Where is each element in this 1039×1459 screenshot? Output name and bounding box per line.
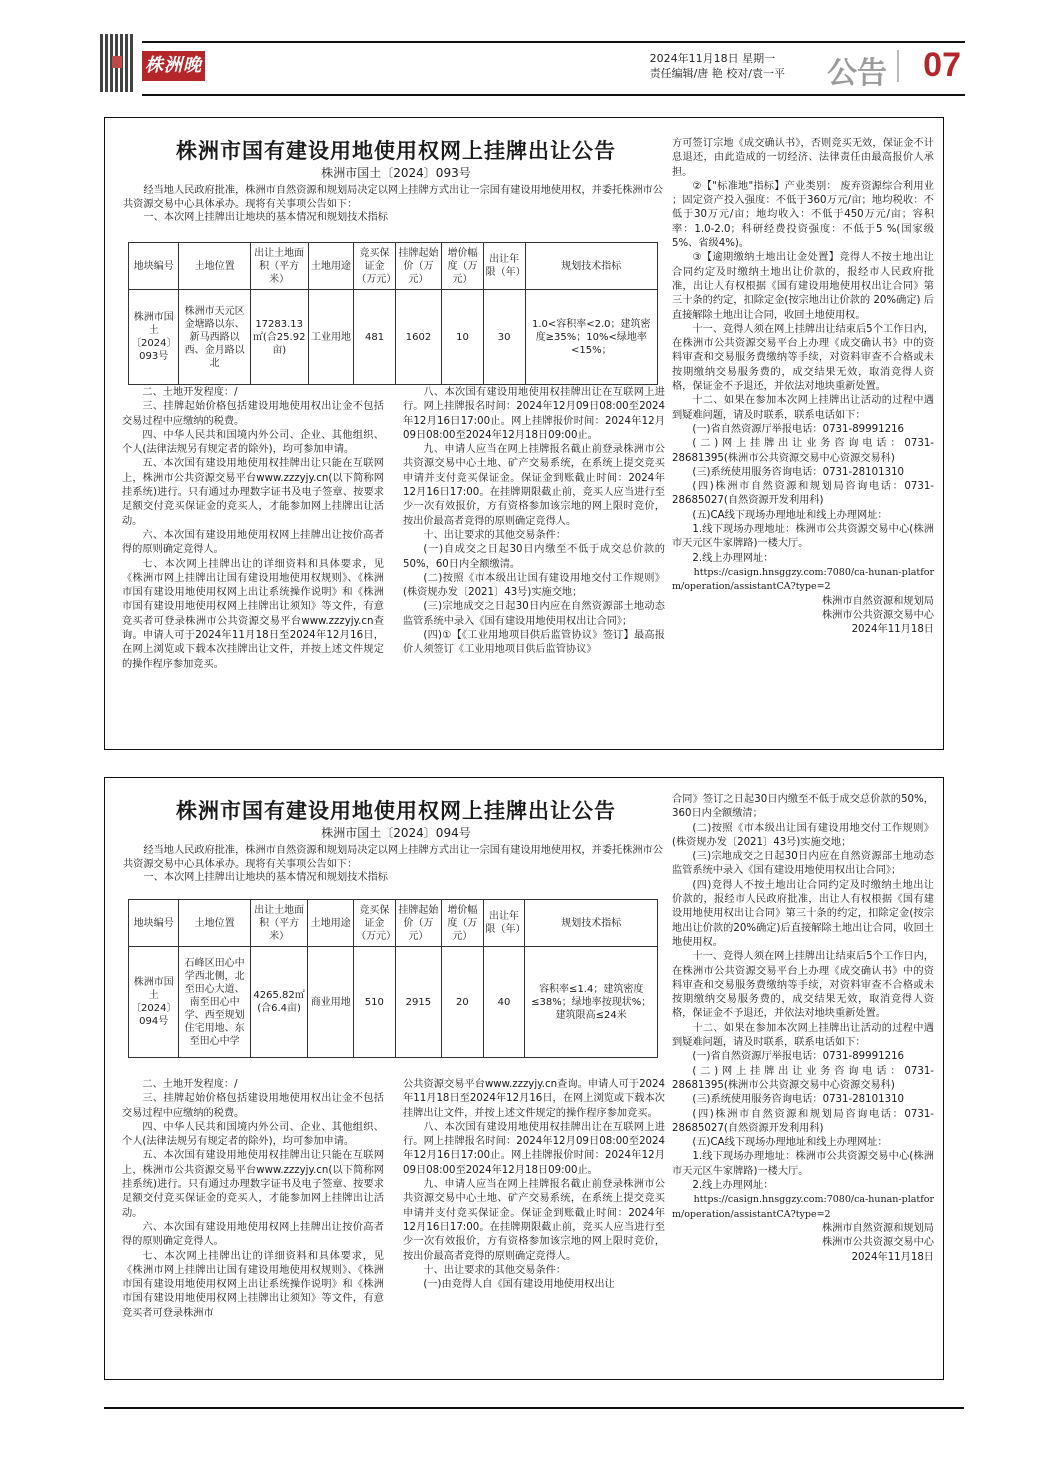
paragraph: 三、挂牌起始价格包括建设用地使用权出让金不包括交易过程中应缴纳的税费。 [122,401,384,427]
newspaper-logo: 株洲晚报 [142,51,205,81]
paragraph: (四)株洲市自然资源和规划局咨询电话：0731-28685027(自然资源开发利用科) [672,1108,934,1134]
table-header-cell: 土地位置 [179,243,250,290]
paragraph: 九、申请人应当在网上挂牌报名截止前登录株洲市公共资源交易中心土地、矿产交易系统，在系统上提交竞买申请并支付竞买保证金。保证金到账截止时间：2024年12月16日17:00。在挂牌期限截止前，竞买人应当进行至少一次有效报价，方有资格参加该宗地的网上限时竞价，按出价最高者竞得的原则确定竞得人。 [403,444,665,527]
paragraph: 十、出让要求的其他交易条件： [423,1264,567,1276]
paragraph: 七、本次网上挂牌出让的详细资料和具体要求，见《株洲市网上挂牌出让国有建设用地使用权规则》、《株洲市国有建设用地使用权网上出让系统操作说明》和《株洲市国有建设用地使用权网上挂牌出让须知》等文件，有意竞买者可登录株洲市公共资源交易平台www.zzzyjy.cn查询。申请人可于2024年11月18日至2024年12月16日，在网上浏览或下载本次挂牌出让文件，并按上述文件规定的操作程序参加竞买。 [122,558,384,670]
paragraph: (一)由竞得人自《国有建设用地使用权出让 [423,1279,615,1291]
notice-title: 株洲市国有建设用地使用权网上挂牌出让公告 [176,799,616,823]
table-cell: 石峰区田心中学西北侧，北至田心大道、南至田心中学、西至规划住宅用地、东至田心中学 [179,947,250,1058]
signature-issuer: 株洲市自然资源和规划局 [821,595,934,607]
table-header-cell: 地块编号 [129,900,179,947]
section-heading: 一、本次网上挂牌出让地块的基本情况和规划技术指标 [143,212,388,223]
paragraph: 二、土地开发程度：/ [142,1079,238,1090]
masthead-divider [897,50,899,82]
paragraph: 八、本次国有建设用地使用权挂牌出让在互联网上进行。网上挂牌报名时间：2024年12月09日08:00至2024年12月16日17:00止。网上挂牌报价时间：2024年12月09日08:00至2024年12月18日09:00止。 [403,387,665,441]
paragraph: (一)自成交之日起30日内缴至不低于成交总价款的50%，60日内全额缴清。 [403,544,665,570]
column-3 [672,137,934,637]
table-header-row [129,243,658,290]
table-row [129,290,658,385]
notice-intro [123,844,663,885]
paragraph: 2.线上办理网址： [692,552,774,564]
paragraph: (二)按照《市本级出让国有建设用地交付工作规则》(株资规办发〔2021〕43号)实施交地； [403,572,665,599]
paragraph: (二)按照《市本级出让国有建设用地交付工作规则》(株资规办发〔2021〕43号)实施交地； [672,822,934,848]
table-header-cell: 竞买保证金（万元） [354,243,395,290]
page-bottom-rule [104,1407,964,1409]
table-cell: 30 [483,290,525,385]
paragraph: 六、本次国有建设用地使用权网上挂牌出让按价高者得的原则确定竞得人。 [122,529,384,556]
column-1 [122,386,384,672]
paragraph: (五)CA线下现场办理地址和线上办理网址： [692,1137,888,1149]
notice-title: 株洲市国有建设用地使用权网上挂牌出让公告 [176,139,616,163]
paragraph: 十二、如果在参加本次网上挂牌出让活动的过程中遇到疑难问题，请及时联系，联系电话如下： [672,395,934,421]
paragraph: (三)系统使用服务咨询电话：0731-28101310 [692,466,905,478]
table-header-cell: 出让年限（年） [483,900,525,947]
table-cell: 40 [483,947,525,1058]
table-cell: 株洲市国土〔2024〕094号 [129,947,179,1058]
table-header-cell: 挂牌起始价（万元） [395,243,442,290]
table-cell: 1602 [395,290,442,385]
land-parcel-table [128,899,658,1058]
table-cell: 株洲市天元区金塘路以东、新马西路以西、金月路以北 [179,290,250,385]
table-cell: 17283.13㎡(合25.92亩) [250,290,308,385]
signature-issuer: 株洲市自然资源和规划局 [821,1222,934,1234]
paragraph: 十一、竞得人须在网上挂牌出让结束后5个工作日内，在株洲市公共资源交易平台上办理《成交确认书》中的资料审查和交易服务费缴纳等手续，对资料审查不合格或未按期缴纳交易服务费的，成交结果无效，取消竞得人资格，保证金不予退还，并依法对地块重新处置。 [672,951,934,1020]
table-header-row [129,900,658,947]
paragraph: (二)网上挂牌出让业务咨询电话：0731-28681395(株洲市公共资源交易中心资源交易科) [672,438,934,464]
table-header-cell: 土地用途 [308,243,354,290]
table-cell: 2915 [395,947,442,1058]
page-number: 07 [923,46,961,84]
notice-093 [104,117,944,750]
signature-date: 2024年11月18日 [851,624,934,636]
section-heading: 一、本次网上挂牌出让地块的基本情况和规划技术指标 [143,872,388,883]
table-cell: 10 [442,290,483,385]
paragraph: 二、土地开发程度：/ [142,387,238,398]
ca-platform-link[interactable]: https://casign.hnsggzy.com:7080/ca-hunan-platform/operation/assistantCA?type=2 [672,1194,934,1220]
table-header-cell: 土地位置 [179,900,250,947]
table-header-cell: 增价幅度（万元） [442,243,483,290]
issue-date: 2024年11月18日 星期一 [649,52,776,65]
paragraph: 四、中华人民共和国境内外公司、企业、其他组织、个人(法律法规另有规定者的除外)，均可参加申请。 [122,429,384,456]
signature-issuer: 株洲市公共资源交易中心 [821,1237,934,1249]
column-1 [122,1078,384,1321]
editor-credits: 责任编辑/唐 艳 校对/袁一平 [649,67,785,80]
table-cell: 20 [442,947,483,1058]
paragraph: 五、本次国有建设用地使用权挂牌出让只能在互联网上，株洲市公共资源交易平台www.zzzyjy.cn(以下简称网挂系统)进行。只有通过办理数字证书及电子签章、按要求足额交付竞买保证金的竞买人，才能参加网上挂牌出让活动。 [122,458,384,527]
paragraph: 1.线下现场办理地址：株洲市公共资源交易中心(株洲市天元区牛家牌路)一楼大厅。 [672,1151,934,1177]
table-cell: 4265.82㎡(合6.4亩) [250,947,308,1058]
paragraph: 公共资源交易平台www.zzzyjy.cn查询。申请人可于2024年11月18日至2024年12月16日，在网上浏览或下载本次挂牌出让文件，并按上述文件规定的操作程序参加竞买。 [403,1079,665,1119]
notice-intro [123,184,663,225]
table-cell: 481 [354,290,395,385]
intro-paragraph: 经当地人民政府批准，株洲市自然资源和规划局决定以网上挂牌方式出让一宗国有建设用地使用权，并委托株洲市公共资源交易中心具体承办。现将有关事项公告如下： [123,185,663,210]
table-cell: 1.0<容积率<2.0；建筑密度≥35%；10%<绿地率<15%； [525,290,657,385]
table-header-cell: 规划技术指标 [525,243,657,290]
paragraph: (四)竞得人不按土地出让合同约定及时缴纳土地出让价款的，报经市人民政府批准，出让人有权根据《国有建设用地使用权出让合同》第三十条的约定，扣除定金(按宗地出让价款的20%确定)后直接解除土地出让合同，收回土地使用权。 [672,879,934,948]
paragraph: 十一、竞得人须在网上挂牌出让结束后5个工作日内，在株洲市公共资源交易平台上办理《成交确认书》中的资料审查和交易服务费缴纳等手续，对资料审查不合格或未按期缴纳交易服务费的，成交结果无效，取消竞得人资格，保证金不予退还，并依法对地块重新处置。 [672,323,934,393]
paragraph: 十二、如果在参加本次网上挂牌出让活动的过程中遇到疑难问题，请及时联系，联系电话如下： [672,1022,934,1049]
column-2 [403,1078,665,1292]
notice-doc-number: 株洲市国土〔2024〕093号 [321,166,471,180]
masthead-top-rule [142,41,965,43]
section-name: 公告 [827,56,887,91]
table-header-cell: 竞买保证金（万元） [354,900,395,947]
paragraph: (三)系统使用服务咨询电话：0731-28101310 [692,1094,905,1106]
paragraph: 三、挂牌起始价格包括建设用地使用权出让金不包括交易过程中应缴纳的税费。 [122,1093,384,1119]
column-3 [672,793,934,1265]
paragraph: (三)宗地成交之日起30日内应在自然资源部土地动态监管系统中录入《国有建设用地使用权出让合同》； [672,851,934,877]
masthead [100,34,965,106]
land-parcel-table [128,242,658,385]
paragraph: (四)株洲市自然资源和规划局咨询电话：0731-28685027(自然资源开发利用科) [672,481,934,507]
table-cell: 510 [354,947,395,1058]
paragraph: 五、本次国有建设用地使用权挂牌出让只能在互联网上，株洲市公共资源交易平台www.zzzyjy.cn(以下简称网挂系统)进行。只有通过办理数字证书及电子签章、按要求足额交付竞买保证金的竞买人，才能参加网上挂牌出让活动。 [122,1150,384,1219]
paragraph: 1.线下现场办理地址：株洲市公共资源交易中心(株洲市天元区牛家牌路)一楼大厅。 [672,524,934,550]
paragraph: 九、申请人应当在网上挂牌报名截止前登录株洲市公共资源交易中心土地、矿产交易系统，在系统上提交竞买申请并支付竞买保证金。保证金到账截止时间：2024年12月16日17:00。在挂牌期限截止前，竞买人应当进行至少一次有效报价，方有资格参加该宗地的网上限时竞价，按出价最高者竞得的原则确定竞得人。 [403,1179,665,1262]
paragraph: (一)省自然资源厅举报电话：0731-89991216 [692,1051,905,1063]
paragraph: (四)①【《工业用地项目供后监管协议》签订】最高报价人须签订《工业用地项目供后监管协议》 [403,630,665,656]
table-header-cell: 规划技术指标 [525,900,658,947]
table-header-cell: 挂牌起始价（万元） [395,900,442,947]
table-header-cell: 出让土地面积（平方米） [250,243,308,290]
paragraph: 合同》签订之日起30日内缴至不低于成交总价款的50%，360日内全额缴清； [672,794,934,820]
notice-094 [104,777,944,1380]
table-header-cell: 出让土地面积（平方米） [250,900,308,947]
table-cell: 商业用地 [308,947,354,1058]
table-header-cell: 出让年限（年） [483,243,525,290]
ca-platform-link[interactable]: https://casign.hnsggzy.com:7080/ca-hunan-platform/operation/assistantCA?type=2 [672,566,934,593]
qr-code-icon[interactable] [100,34,134,92]
paragraph: (一)省自然资源厅举报电话：0731-89991216 [692,423,905,435]
table-cell: 株洲市国土〔2024〕093号 [129,290,179,385]
paragraph: ③【逾期缴纳土地出让金处置】竞得人不按土地出让合同约定及时缴纳土地出让价款的，报经市人民政府批准，出让人有权根据《国有建设用地使用权出让合同》第三十条的约定，扣除定金(按宗地出让价款的 20%确定) 后直接解除土地出让合同，收回土地使用权。 [672,252,934,321]
masthead-bottom-rule [142,94,965,96]
signature-issuer: 株洲市公共资源交易中心 [821,609,934,621]
column-2 [403,386,665,658]
table-row [129,947,658,1058]
paragraph: (三)宗地成交之日起30日内应在自然资源部土地动态监管系统中录入《国有建设用地使用权出让合同》； [403,601,665,627]
signature-date: 2024年11月18日 [851,1251,934,1263]
paragraph: 八、本次国有建设用地使用权挂牌出让在互联网上进行。网上挂牌报名时间：2024年12月09日08:00至2024年12月16日17:00止。网上挂牌报价时间：2024年12月09日08:00至2024年12月18日09:00止。 [403,1121,665,1176]
paragraph: (五)CA线下现场办理地址和线上办理网址： [692,509,888,521]
table-header-cell: 地块编号 [129,243,179,290]
table-cell: 工业用地 [308,290,354,385]
paragraph: 六、本次国有建设用地使用权网上挂牌出让按价高者得的原则确定竞得人。 [122,1221,384,1248]
notice-doc-number: 株洲市国土〔2024〕094号 [321,826,471,840]
table-cell: 容积率≤1.4；建筑密度≤38%；绿地率按现状%；建筑限高≤24米 [525,947,658,1058]
paragraph: (二)网上挂牌出让业务咨询电话：0731-28681395(株洲市公共资源交易中心资源交易科) [672,1065,934,1091]
table-header-cell: 增价幅度（万元） [442,900,483,947]
paragraph: 方可签订宗地《成交确认书》，否则竞买无效，保证金不计息退还，由此造成的一切经济、法律责任由最高报价人承担。 [672,138,934,178]
table-header-cell: 土地用途 [308,900,354,947]
paragraph: 十、出让要求的其他交易条件： [423,529,567,541]
paragraph: 四、中华人民共和国境内外公司、企业、其他组织、个人(法律法规另有规定者的除外)，均可参加申请。 [122,1121,384,1148]
paragraph: 2.线上办理网址： [692,1180,774,1192]
dateline [650,51,785,81]
paragraph: 七、本次网上挂牌出让的详细资料和具体要求，见《株洲市网上挂牌出让国有建设用地使用权规则》、《株洲市国有建设用地使用权网上出让系统操作说明》和《株洲市国有建设用地使用权网上挂牌出让须知》等文件，有意竞买者可登录株洲市 [122,1250,384,1319]
paragraph: ②【"标准地"指标】产业类别： 废弃资源综合利用业 ；固定资产投入强度：不低于360万元/亩；地均税收：不低于30万元/亩；地均收入：不低于450万元/亩；容积率：1.0-2.0；科研经费投资强度：不低于5 %(国家级5%、省级4%)。 [672,180,934,250]
intro-paragraph: 经当地人民政府批准，株洲市自然资源和规划局决定以网上挂牌方式出让一宗国有建设用地使用权，并委托株洲市公共资源交易中心具体承办。现将有关事项公告如下： [123,845,663,870]
